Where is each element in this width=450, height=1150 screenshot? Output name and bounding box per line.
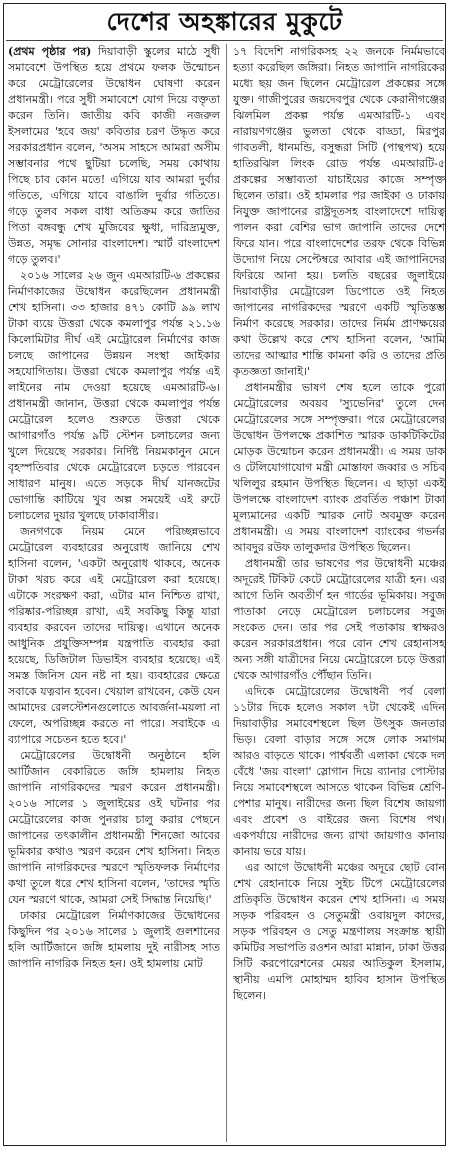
paragraph: ১৭ বিদেশি নাগরিকসহ ২২ জনকে নির্মমভাবে হত্যা করেছিল জঙ্গিরা। নিহত জাপানি নাগরিকের মধ্যে ছয় জন ছিলেন মেট্রোরেল প্রকল্পের সঙ্গে যুক্ত। গাজীপুরের জয়দেবপুর থেকে কেরানীগঞ্জের ঝিলমিল প্রকল্প পর্যন্ত এমআরটি-১ এবং নারায়ণগঞ্জের ভুলতা থেকে বাড্ডা, মিরপুর গাবতলী, ধানমন্ডি, বসুন্ধরা সিটি (পান্থপথ) হয়ে হাতিরঝিল লিংক রোড পর্যন্ত এমআরটি-৫ প্রকল্পের সম্ভাব্যতা যাচাইয়ের কাজে সম্পৃক্ত ছিলেন তারা। ওই হামলার পর জাইকা ও ঢাকায় নিযুক্ত জাপানের রাষ্ট্রদূতসহ বাংলাদেশে দায়িত্ব পালন করা বেশির ভাগ জাপানি তাদের দেশে ফিরে যান। পরে বাংলাদেশের তরফ থেকে বিভিন্ন উদ্যোগ নিয়ে সেপ্টেম্বরে আবার এই জাপানিদের ফিরিয়ে আনা হয়। চলতি বছরের জুলাইয়ে দিয়াবাড়ীর মেট্রোরেল ডিপোতে ওই নিহত জাপানের নাগরিকদের স্মরণে একটি স্মৃতিস্তম্ভ নির্মাণ করেছে সরকার। তাদের নির্মম প্রাণক্ষয়ের কথা উল্লেখ করে শেখ হাসিনা বলেন, 'আমি তাদের আত্মার শান্তি কামনা করি ও তাদের প্রতি কৃতজ্ঞতা জানাই।' [233,45,445,378]
continued-from-tag: (প্রথম পৃষ্ঠার পর) [8,45,92,58]
paragraph: মেট্রোরেলের উদ্বোধনী অনুষ্ঠানে হলি আর্টিজান বেকারিতে জঙ্গি হামলায় নিহত জাপানি নাগরিকদের স্মরণ করেন প্রধানমন্ত্রী। ২০১৬ সালের ১ জুলাইয়ের ওই ঘটনার পর মেট্রোরেলের কাজ পুনরায় চালু করার পেছনে জাপানের তৎকালীন প্রধানমন্ত্রী শিনজো আবের ভূমিকার কথাও স্মরণ করেন শেখ হাসিনা। নিহত জাপানি নাগরিকদের স্মরণে স্মৃতিফলক নির্মাণের কথা তুলে ধরে শেখ হাসিনা বলেন, 'তাদের স্মৃতি যেন স্মরণে থাকে, আমরা সেই সিদ্ধান্ত নিয়েছি।' [8,749,220,906]
paragraph [8,44,220,268]
paragraph: ঢাকার মেট্রোরেল নির্মাণকাজের উদ্বোধনের কিছুদিন পর ২০১৬ সালের ১ জুলাই গুলশানের হলি আর্টিজানে জঙ্গি হামলায় দুই নারীসহ সাত জাপানি নাগরিক নিহত হন। ওই হামলায় মোট [8,909,220,970]
paragraph: ২০১৬ সালের ২৬ জুন এমআরটি-৬ প্রকল্পের নির্মাণকাজের উদ্বোধন করেছিলেন প্রধানমন্ত্রী শেখ হাসিনা। ৩৩ হাজার ৪৭১ কোটি ৯৯ লাখ টাকা ব্যয়ে উত্তরা থেকে কমলাপুর পর্যন্ত ২১.১৬ কিলোমিটার দীর্ঘ এই মেট্রোরেল নির্মাণের কাজ চলছে জাপানের উন্নয়ন সংস্থা জাইকার সহযোগিতায়। উত্তরা থেকে কমলাপুর পর্যন্ত এই লাইনের নাম দেওয়া হয়েছে এমআরটি-৬। প্রধানমন্ত্রী জানান, উত্তরা থেকে কমলাপুর পর্যন্ত মেট্রোরেল হলেও শুরুতে উত্তরা থেকে আগারগাঁও পর্যন্ত ৯টি স্টেশন চলাচলের জন্য খুলে দিয়েছে সরকার। নির্দিষ্ট নিয়মকানুন মেনে বৃহস্পতিবার থেকে মেট্রোরেলে চড়তে পারবেন সাধারণ মানুষ। এতে সড়কে দীর্ঘ যানজটের ভোগান্তি কাটিয়ে খুব অল্প সময়েই এই রুটে চলাচলের দুয়ার খুলছে ঢাকাবাসীর। [8,269,220,522]
paragraph: এদিকে মেট্রোরেলের উদ্বোধনী পর্ব বেলা ১১টার দিকে হলেও সকাল ৭টা থেকেই এদিন দিয়াবাড়ীর সমাবেশস্থলে ছিল উৎসুক জনতার ভিড়। বেলা বাড়ার সঙ্গে সঙ্গে লোক সমাগম আরও বাড়তে থাকে। পার্শ্ববর্তী এলাকা থেকে দল বেঁধে 'জয় বাংলা' স্লোগান দিয়ে ব্যানার পোস্টার নিয়ে সমাবেশস্থলে আসতে থাকেন বিভিন্ন শ্রেণি-পেশার মানুষ। নারীদের জন্য ছিল বিশেষ জায়গা এবং প্রবেশ ও বাইরের জন্য বিশেষ পথ। একপর্যায়ে নারীদের জন্য রাখা জায়গাও কানায় কানায় ভরে যায়। [233,685,445,858]
left-column [8,44,220,1142]
paragraph: প্রধানমন্ত্রীর ভাষণ শেষ হলে তাকে পুরো মেট্রোরেলের অবয়ব 'স্যুভেনির' তুলে দেন মেট্রোরেলের সঙ্গে সম্পৃক্তরা। পরে মেট্রোরেলের উদ্বোধন উপলক্ষে প্রকাশিত স্মারক ডাকটিকিটের মোড়ক উন্মোচন করেন প্রধানমন্ত্রী। এ সময় ডাক ও টেলিযোগাযোগ মন্ত্রী মোস্তাফা জব্বার ও সচিব খলিলুর রহমান উপস্থিত ছিলেন। এ ছাড়া একই উপলক্ষে বাংলাদেশ ব্যাংক প্রবর্তিত পঞ্চাশ টাকা মূল্যমানের একটি স্মারক নোট অবমুক্ত করেন প্রধানমন্ত্রী। এ সময় বাংলাদেশ ব্যাংকের গভর্নর আবদুর রউফ তালুকদার উপস্থিত ছিলেন। [233,381,445,554]
column-divider [226,44,227,1142]
article-headline: দেশের অহঙ্কারের মুকুটে [106,6,343,36]
paragraph: এর আগে উদ্বোধনী মঞ্চের অদূরে ছোট বোন শেখ রেহানাকে নিয়ে সুইচ টিপে মেট্রোরেলের প্রতিকৃতি উদ্বোধন করেন শেখ হাসিনা। এ সময় সড়ক পরিবহন ও সেতুমন্ত্রী ওবায়দুল কাদের, সড়ক পরিবহন ও সেতু মন্ত্রণালয় সংক্রান্ত স্থায়ী কমিটির সভাপতি রওশন আরা মান্নান, ঢাকা উত্তর সিটি করপোরেশনের মেয়র আতিকুল ইসলাম, স্থানীয় এমপি মোহাম্মদ হাবিব হাসান উপস্থিত ছিলেন। [233,861,445,1002]
paragraph: প্রধানমন্ত্রী তার ভাষণের পর উদ্বোধনী মঞ্চের অদূরেই টিকিট কেটে মেট্রোরেলের যাত্রী হন। এর আগে তিনি অবতীর্ণ হন গার্ডের ভূমিকায়। সবুজ পাতাকা নেড়ে মেট্রোরেল চলাচলের সবুজ সংকেত দেন। তার পর সেই পতাকায় স্বাক্ষরও করেন সরকারপ্রধান। পরে বোন শেখ রেহানাসহ অন্য সঙ্গী যাত্রীদের নিয়ে মেট্রোরেলে চড়ে উত্তরা থেকে আগারগাঁও পৌঁছান তিনি। [233,557,445,682]
headline-bar [6,6,443,41]
paragraph: জনগণকে নিয়ম মেনে পরিচ্ছন্নভাবে মেট্রোরেল ব্যবহারের অনুরোধ জানিয়ে শেখ হাসিনা বলেন, 'একটা অনুরোধ থাকবে, অনেক টাকা খরচ করে এই মেট্রোরেল করা হয়েছে। এটাকে সংরক্ষণ করা, এটার মান নিশ্চিত রাখা, পরিষ্কার-পরিচ্ছন্ন রাখা, এই সবকিছু কিন্তু যারা ব্যবহার করবেন তাদের দায়িত্ব। এখানে অনেক আধুনিক প্রযুক্তিসম্পন্ন যন্ত্রপাতি ব্যবহার করা হয়েছে, ডিজিটাল ডিভাইস ব্যবহার হয়েছে। এই সমস্ত জিনিস যেন নষ্ট না হয়। ব্যবহারের ক্ষেত্রে সবাকে যত্নবান হবেন। খেয়াল রাখবেন, কেউ যেন আমাদের রেলস্টেশনগুলোতে আবর্জনা-ময়লা না ফেলে, অপরিচ্ছন্ন করতে না পারে। সবাইকে এ ব্যাপারে সচেতন হতে হবে।' [8,525,220,746]
paragraph-text: দিয়াবাড়ী স্কুলের মাঠে সুধী সমাবেশে উপস্থিত হয়ে প্রথমে ফলক উন্মোচন করে মেট্রোরেলের উদ্বোধন ঘোষণা করেন প্রধানমন্ত্রী। পরে সুধী সমাবেশে যোগ দিয়ে বক্তৃতা করেন তিনি। জাতীয় কবি কাজী নজরুল ইসলামের 'হবে জয়' কবিতার চরণ উদ্ধৃত করে সরকারপ্রধান বলেন, 'অসম সাহসে আমরা অসীম সম্ভাবনার পথে ছুটিয়া চলেছি, সময় কোথায় পিছে চাব কোন মতে! এগিয়ে যাব আমরা দুর্বার গতিতে, এগিয়ে যাবে বাঙালি দুর্বার গতিতে। গড়ে তুলব সকল বাধা অতিক্রম করে জাতির পিতা বঙ্গবন্ধু শেখ মুজিবের ক্ষুধা, দারিদ্র্যমুক্ত, উন্নত, সমৃদ্ধ সোনার বাংলাদেশ। স্মার্ট বাংলাদেশ গড়ে তুলব।' [8,45,220,266]
right-column [233,44,445,1142]
